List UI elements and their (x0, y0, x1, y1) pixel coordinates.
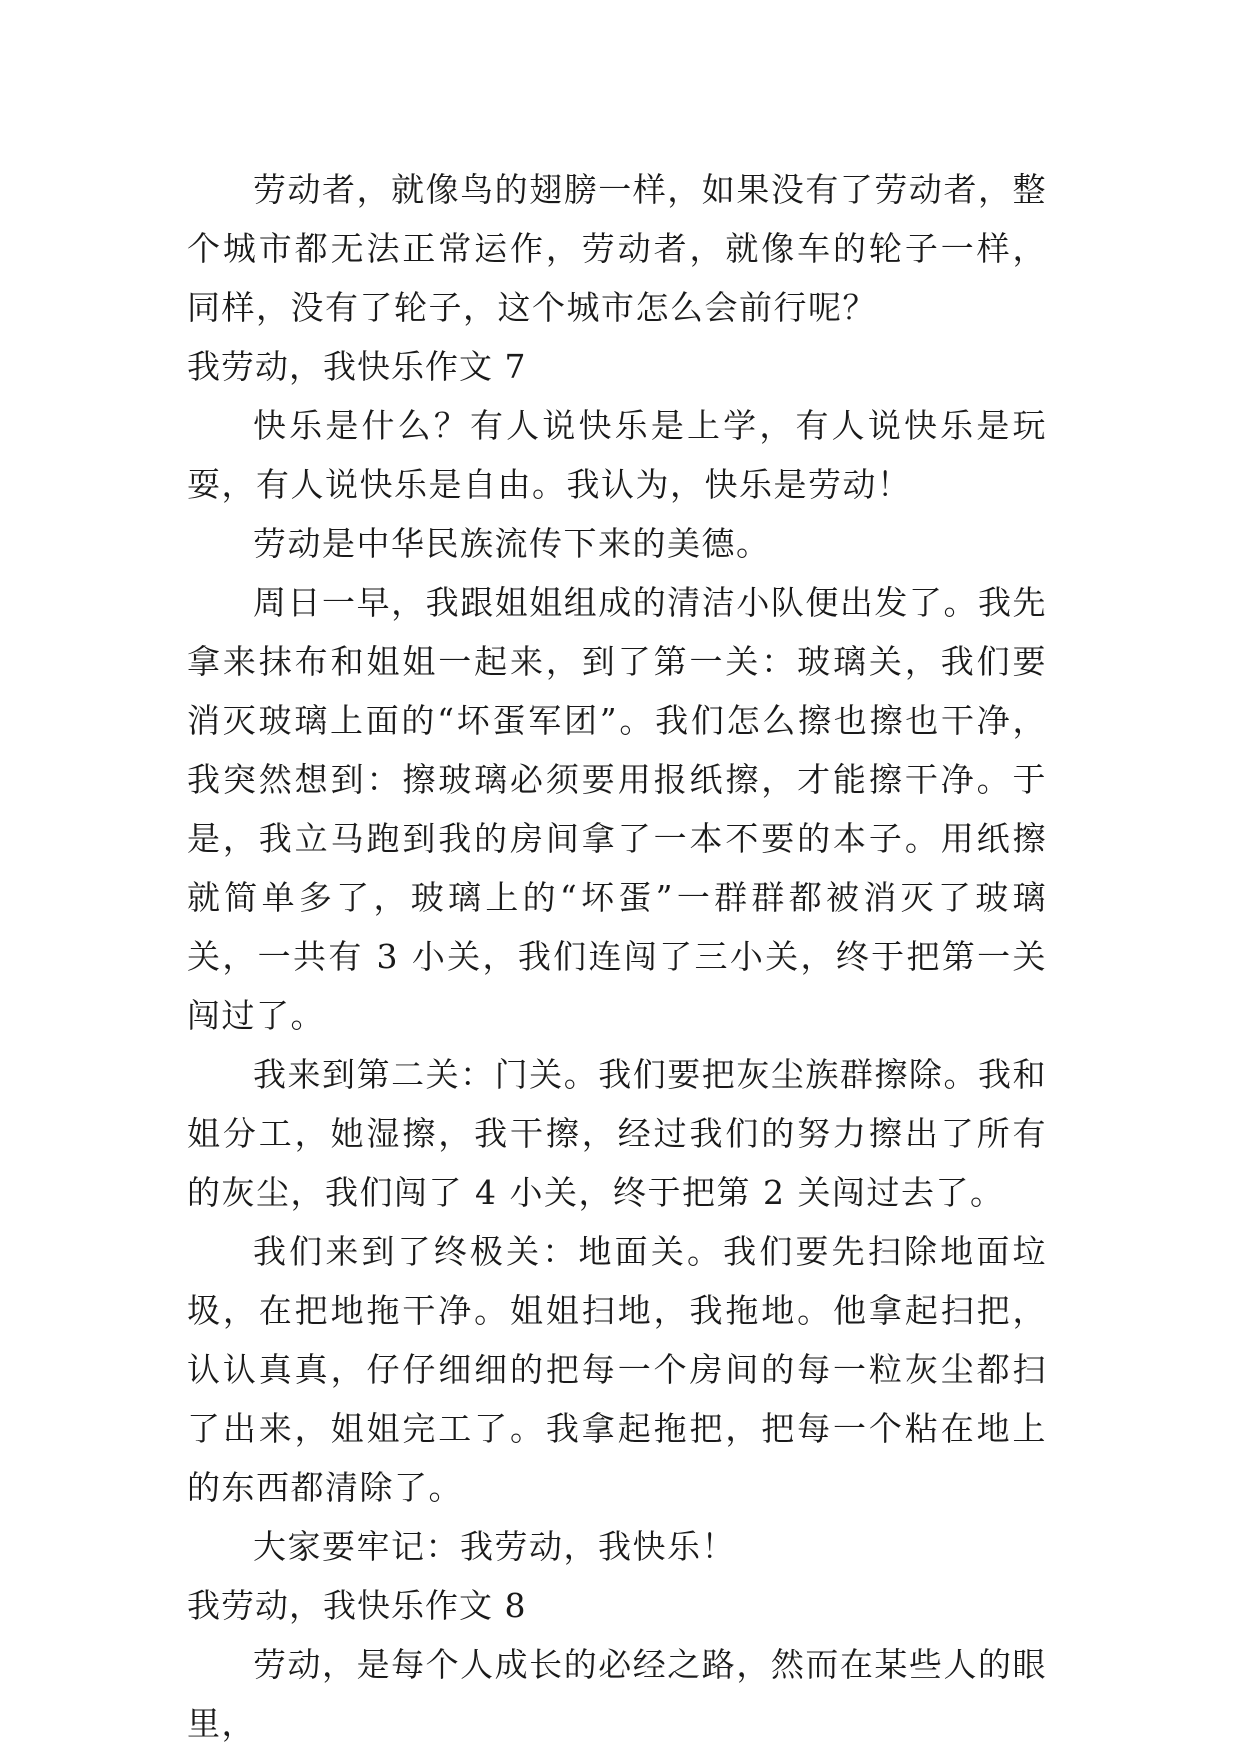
paragraph-what-is-happiness: 快乐是什么？有人说快乐是上学，有人说快乐是玩耍，有人说快乐是自由。我认为，快乐是劳动！ (187, 406, 1047, 504)
paragraph-floor-level: 我们来到了终极关：地面关。我们要先扫除地面垃圾，在把地拖干净。姐姐扫地，我拖地。他拿起扫把，认认真真，仔仔细细的把每一个房间的每一粒灰尘都扫了出来，姐姐完工了。我拿起拖把，把每一个粘在地上的东西都清除了。 (187, 1232, 1047, 1507)
paragraph-wings-and-wheels: 劳动者，就像鸟的翅膀一样，如果没有了劳动者，整个城市都无法正常运作，劳动者，就像车的轮子一样，同样，没有了轮子，这个城市怎么会前行呢？ (187, 170, 1047, 327)
paragraph-glass-level: 周日一早，我跟姐姐组成的清洁小队便出发了。我先拿来抹布和姐姐一起来，到了第一关：玻璃关，我们要消灭玻璃上面的“坏蛋军团”。我们怎么擦也擦也干净，我突然想到：擦玻璃必须要用报纸擦，才能擦干净。于是，我立马跑到我的房间拿了一本不要的本子。用纸擦就简单多了，玻璃上的“坏蛋”一群群都被消灭了玻璃关，一共有 3 小关，我们连闯了三小关，终于把第一关闯过了。 (187, 583, 1047, 1035)
essay-heading-8: 我劳动，我快乐作文 8 (187, 1586, 527, 1625)
essay-heading-7: 我劳动，我快乐作文 7 (187, 347, 527, 386)
paragraph-door-level: 我来到第二关：门关。我们要把灰尘族群擦除。我和姐分工，她湿擦，我干擦，经过我们的努力擦出了所有的灰尘，我们闯了 4 小关，终于把第 2 关闯过去了。 (187, 1055, 1047, 1212)
paragraph-remember: 大家要牢记：我劳动，我快乐！ (253, 1527, 736, 1566)
paragraph-virtue: 劳动是中华民族流传下来的美德。 (253, 524, 771, 563)
paragraph-growth-path: 劳动，是每个人成长的必经之路，然而在某些人的眼里， (187, 1645, 1047, 1743)
text-column (187, 160, 1047, 1753)
